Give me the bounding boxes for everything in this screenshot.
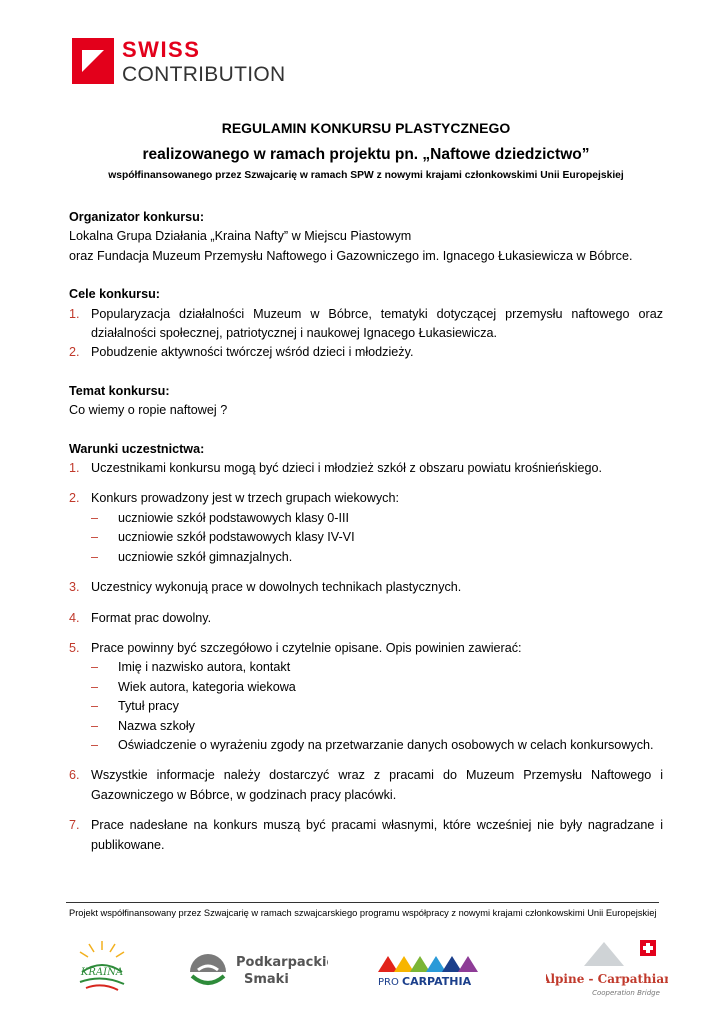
list-number: 7. (69, 818, 80, 833)
alpine-text: Alpine - Carpathian (546, 972, 668, 986)
sub-list-text: uczniowie szkół podstawowych klasy IV-VI (118, 530, 355, 545)
list-text: Wszystkie informacje należy dostarczyć wraz z pracami do Muzeum Przemysłu Naftowego i Gazowniczego w Bóbrce, w godzinach pracy placówki. (91, 768, 663, 802)
list-item (69, 609, 663, 628)
organizer-line: Lokalna Grupa Działania „Kraina Nafty” w Miejscu Piastowym (69, 229, 412, 244)
procarpathia-logo (376, 952, 480, 988)
dash-marker: – (91, 549, 99, 564)
list-text: Uczestnikami konkursu mogą być dzieci i młodzież szkół z obszaru powiatu krośnieńskiego. (91, 461, 602, 476)
swiss-logo-mark (72, 38, 114, 84)
document-subtitle: realizowanego w ramach projektu pn. „Naftowe dziedzictwo” (142, 146, 590, 163)
procarpathia-name-text: CARPATHIA (402, 975, 472, 988)
procarpathia-logo-icon (376, 952, 480, 988)
list-text: Popularyzacja działalności Muzeum w Bóbrce, tematyki dotyczącej przemysłu naftowego oraz działalności społecznej, patriotycznej i naukowej Ignacego Łukasiewicza. (91, 306, 663, 341)
podkarpackie-smaki-logo (188, 950, 328, 990)
list-text: Format prac dowolny. (91, 610, 212, 625)
conditions-heading: Warunki uczestnictwa: (69, 441, 205, 456)
swiss-contribution-logo (72, 38, 292, 88)
dash-marker: – (91, 510, 99, 525)
sub-list-text: Imię i nazwisko autora, kontakt (118, 660, 291, 675)
sub-list-text: Wiek autora, kategoria wiekowa (118, 679, 296, 694)
organizer-line: oraz Fundacja Muzeum Przemysłu Naftowego i Gazowniczego im. Ignacego Łukasiewicza w Bóbrce. (69, 248, 633, 263)
sub-list-text: uczniowie szkół gimnazjalnych. (118, 549, 293, 564)
document-cofinance-note: współfinansowanego przez Szwajcarię w ramach SPW z nowymi krajami członkowskimi Unii Europejskiej (108, 170, 624, 181)
footer-text: Projekt współfinansowany przez Szwajcarię w ramach szwajcarskiego programu współpracy z nowymi krajami członkowskimi Unii Europejskiej (69, 908, 657, 918)
alpine-carpathian-logo (546, 938, 668, 998)
list-item (69, 816, 663, 855)
sub-list-item (69, 548, 663, 567)
smaki-text: Smaki (244, 972, 289, 987)
sub-list-item (69, 717, 663, 736)
list-item (69, 639, 663, 658)
list-item (69, 343, 663, 362)
dash-marker: – (91, 718, 99, 733)
list-number: 1. (69, 461, 80, 476)
sub-list-item (69, 509, 663, 528)
dash-marker: – (91, 737, 99, 752)
topic-heading: Temat konkursu: (69, 383, 170, 398)
document-body (69, 208, 663, 855)
list-text: Prace nadesłane na konkurs muszą być pracami własnymi, które wcześniej nie były nagradzane i publikowane. (91, 818, 663, 852)
alpine-carpathian-logo-icon (546, 938, 668, 998)
kraina-nafty-logo-icon (72, 938, 132, 992)
sub-list-text: Nazwa szkoły (118, 718, 195, 733)
topic-text: Co wiemy o ropie naftowej ? (69, 403, 228, 418)
swiss-logo-mark-icon (72, 38, 114, 84)
sub-list-item (69, 658, 663, 677)
dash-marker: – (91, 699, 99, 714)
dash-marker: – (91, 679, 99, 694)
sub-list-item (69, 528, 663, 547)
podkarpackie-text: Podkarpackie (236, 955, 328, 970)
goals-heading: Cele konkursu: (69, 287, 160, 302)
kraina-logo-text: KRAINA (80, 967, 124, 978)
logo-contribution-text: CONTRIBUTION (122, 63, 286, 86)
list-number: 1. (69, 306, 80, 321)
list-item (69, 766, 663, 805)
sub-list-item (69, 678, 663, 697)
dash-marker: – (91, 530, 99, 545)
list-number: 2. (69, 491, 80, 506)
list-text: Konkurs prowadzony jest w trzech grupach wiekowych: (91, 491, 399, 506)
footer-divider (66, 902, 659, 903)
sub-list-text: uczniowie szkół podstawowych klasy 0-III (118, 510, 349, 525)
sub-list-item (69, 697, 663, 716)
list-text: Pobudzenie aktywności twórczej wśród dzieci i młodzieży. (91, 345, 414, 360)
list-number: 5. (69, 640, 80, 655)
logo-swiss-text: SWISS (122, 37, 201, 62)
list-item (69, 578, 663, 597)
list-number: 4. (69, 610, 80, 625)
list-number: 2. (69, 345, 80, 360)
document-title: REGULAMIN KONKURSU PLASTYCZNEGO (221, 120, 511, 136)
list-item (69, 489, 663, 508)
list-text: Uczestnicy wykonują prace w dowolnych technikach plastycznych. (91, 580, 462, 595)
list-item (69, 305, 663, 344)
sub-list-item (69, 736, 663, 755)
list-number: 6. (69, 768, 80, 783)
list-number: 3. (69, 580, 80, 595)
dash-marker: – (91, 660, 99, 675)
kraina-nafty-logo (72, 938, 132, 992)
organizer-heading: Organizator konkursu: (69, 210, 205, 224)
sub-list-text: Oświadczenie o wyrażeniu zgody na przetwarzanie danych osobowych w celach konkursowych. (118, 737, 654, 752)
procarpathia-pro-text: PRO (378, 977, 399, 988)
sub-list-text: Tytuł pracy (118, 699, 179, 714)
podkarpackie-smaki-logo-icon (188, 950, 328, 990)
alpine-sub-text: Cooperation Bridge (592, 989, 660, 997)
list-item (69, 459, 663, 478)
list-text: Prace powinny być szczegółowo i czytelnie opisane. Opis powinien zawierać: (91, 640, 522, 655)
